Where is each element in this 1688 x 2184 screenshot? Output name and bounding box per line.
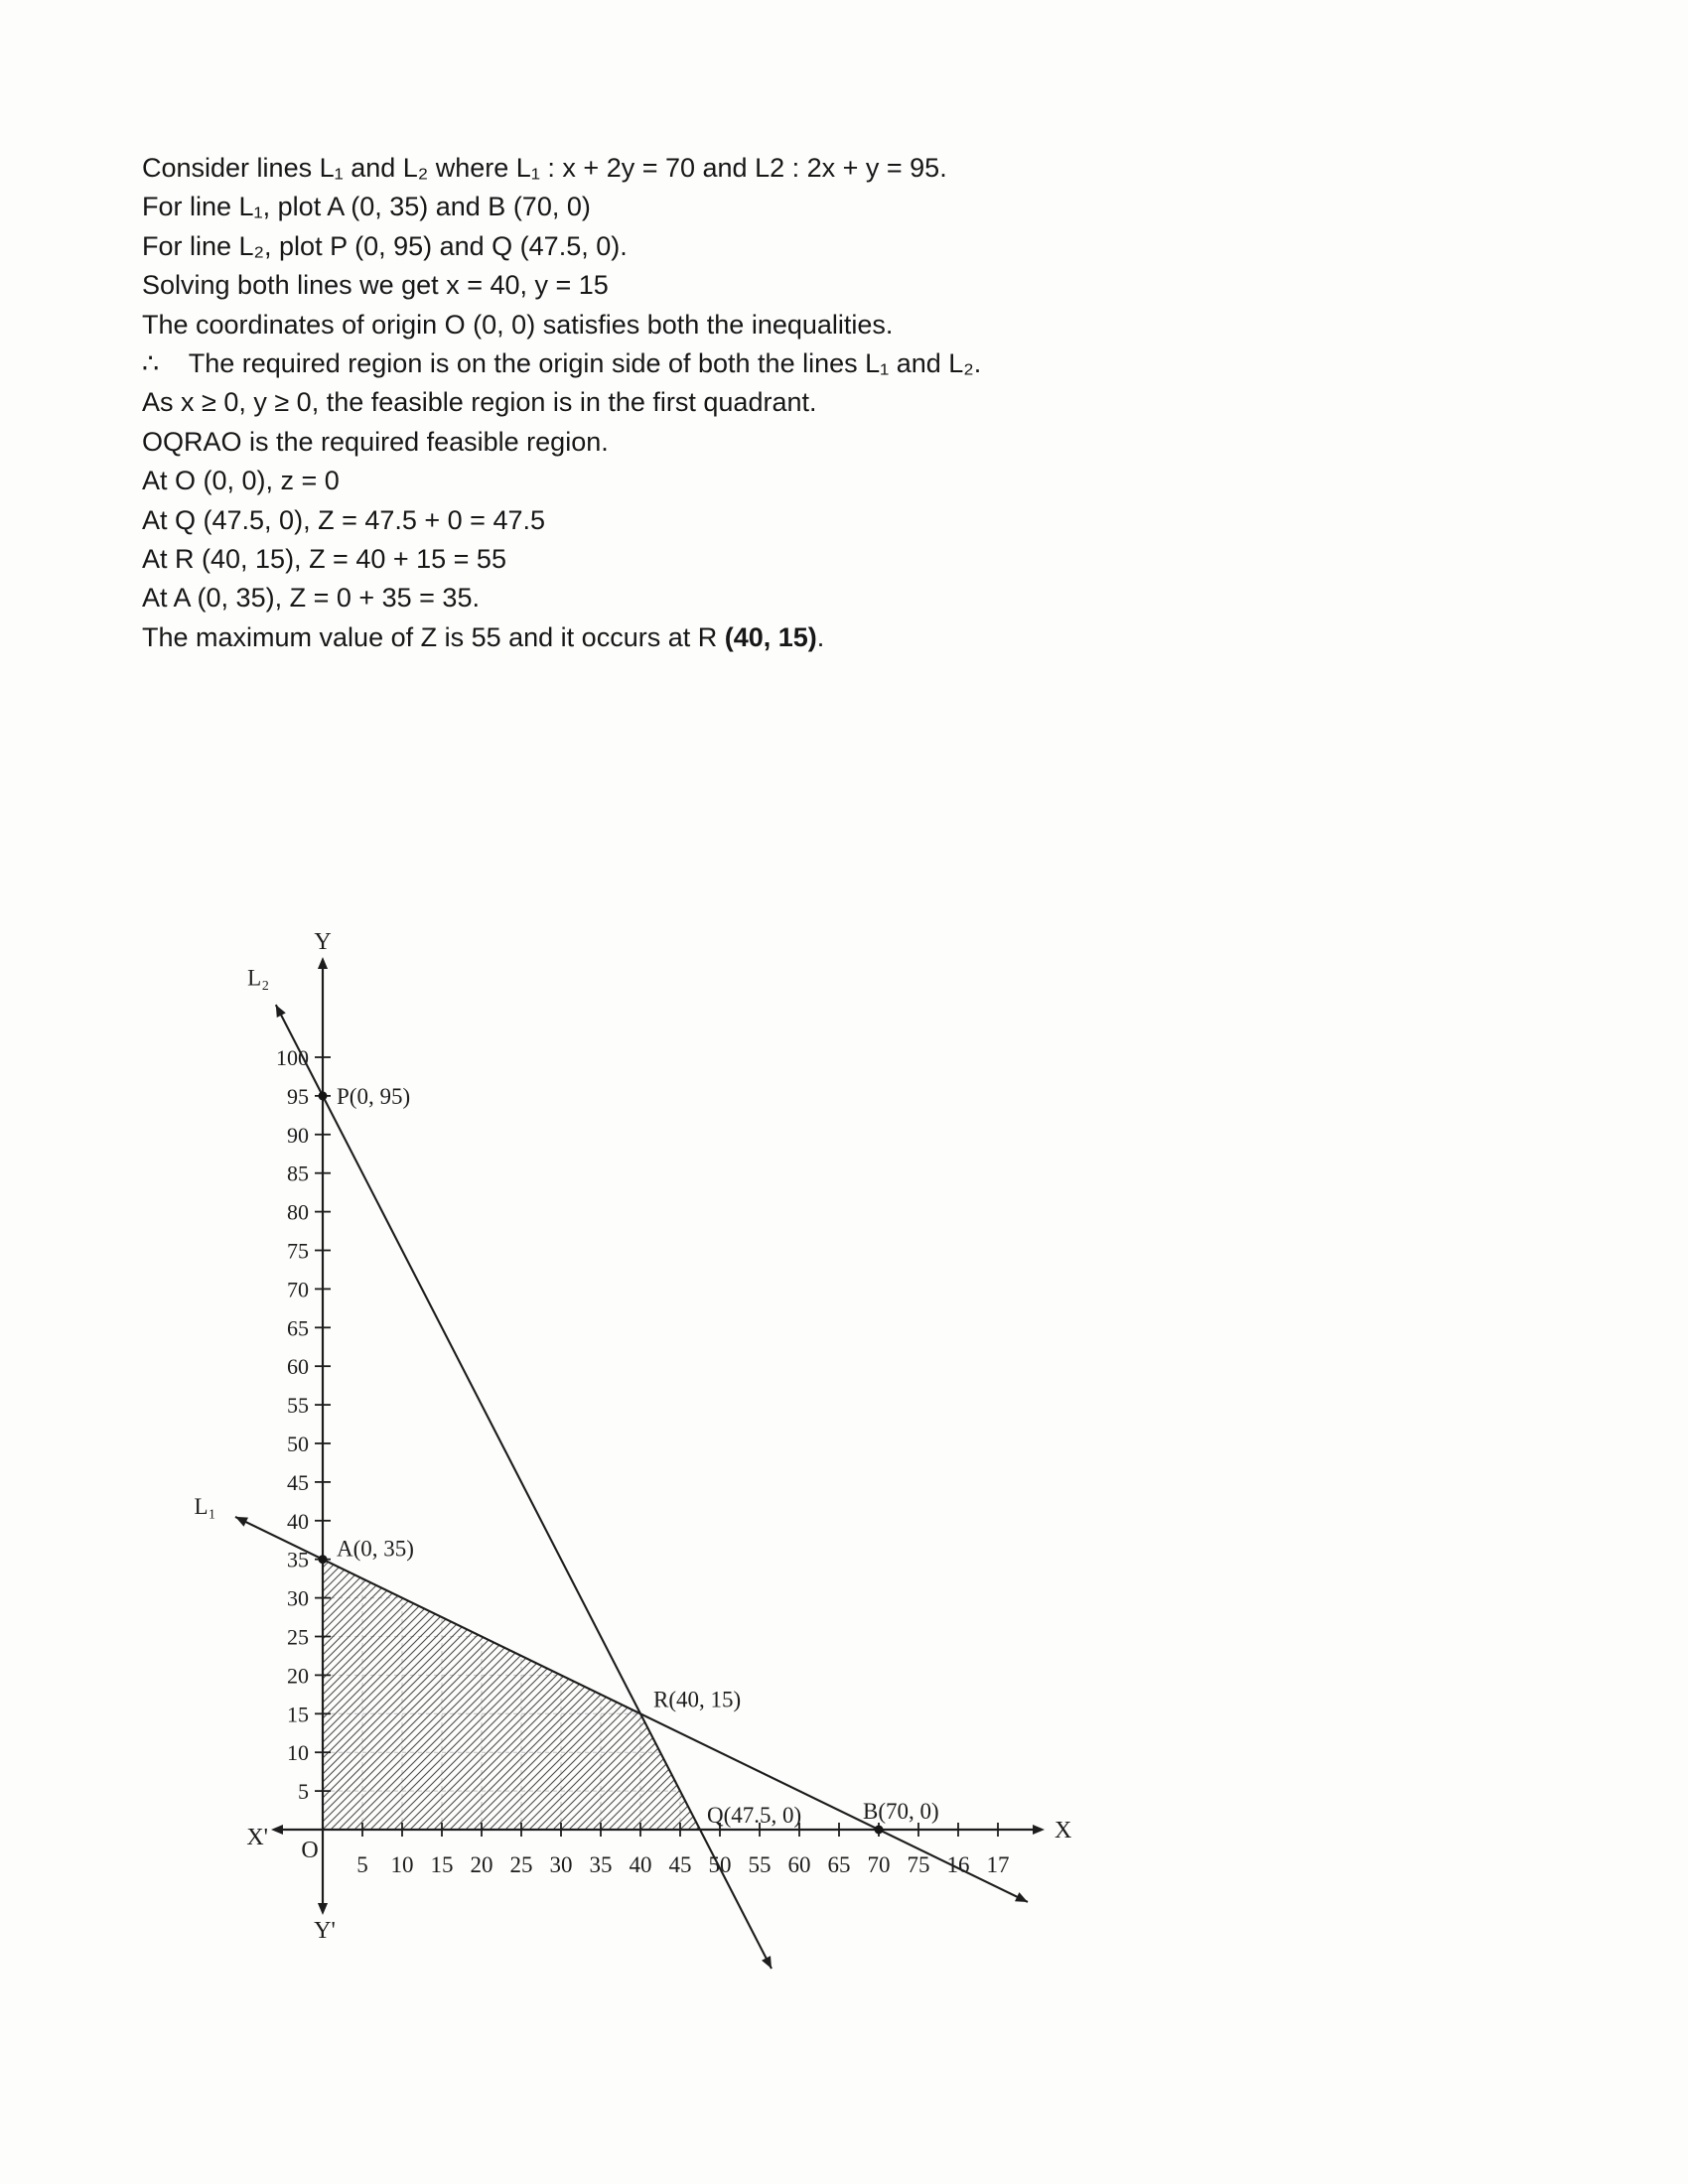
x-tick-label: 75 <box>907 1852 930 1877</box>
point-label: R(40, 15) <box>653 1687 742 1712</box>
text-line: At A (0, 35), Z = 0 + 35 = 35. <box>142 583 480 614</box>
text-line: For line L₂, plot P (0, 95) and Q (47.5, 0). <box>142 230 628 261</box>
x-tick-label: 65 <box>827 1852 851 1877</box>
y-axis-label: Y <box>314 929 332 955</box>
text-line: The coordinates of origin O (0, 0) satisfies both the inequalities. <box>142 309 894 340</box>
text-line: Consider lines L₁ and L₂ where L₁ : x + 2y = 70 and L2 : 2x + y = 95. <box>142 153 947 183</box>
x-negative-axis-label: X' <box>246 1825 268 1850</box>
point-label: A(0, 35) <box>337 1536 414 1562</box>
y-negative-axis-label: Y' <box>314 1918 336 1944</box>
y-tick-label: 50 <box>287 1432 309 1456</box>
y-tick-label: 100 <box>276 1045 309 1070</box>
point-label: P(0, 95) <box>337 1083 411 1109</box>
y-tick-label: 75 <box>287 1238 309 1264</box>
x-tick-label: 70 <box>867 1852 891 1877</box>
text-line: As x ≥ 0, y ≥ 0, the feasible region is in the first quadrant. <box>142 387 817 418</box>
point-label: B(70, 0) <box>863 1799 939 1824</box>
y-tick-label: 85 <box>287 1160 309 1186</box>
x-axis-arrow-left <box>271 1825 283 1835</box>
y-tick-label: 45 <box>287 1469 309 1495</box>
line-label-l2: L₂ <box>247 965 270 991</box>
y-tick-label: 90 <box>287 1122 309 1148</box>
y-tick-label: 65 <box>287 1315 309 1341</box>
y-tick-label: 10 <box>287 1740 309 1766</box>
text-line: At O (0, 0), z = 0 <box>142 466 340 496</box>
text-line: OQRAO is the required feasible region. <box>142 426 609 457</box>
conclusion-suffix: . <box>816 621 825 652</box>
y-tick-label: 95 <box>287 1083 309 1109</box>
x-tick-label: 60 <box>787 1852 811 1877</box>
y-tick-label: 25 <box>287 1624 309 1650</box>
x-axis-label: X <box>1055 1818 1072 1843</box>
x-tick-label: 15 <box>430 1852 454 1877</box>
x-tick-label: 45 <box>668 1852 692 1877</box>
y-tick-label: 80 <box>287 1199 309 1225</box>
feasible-region <box>323 1560 700 1830</box>
text-line: ∴ The required region is on the origin side of both the lines L₁ and L₂. <box>142 348 982 379</box>
point-dot <box>875 1826 884 1835</box>
x-tick-label: 20 <box>470 1852 493 1877</box>
x-tick-label: 35 <box>589 1852 613 1877</box>
text-line: At Q (47.5, 0), Z = 47.5 + 0 = 47.5 <box>142 504 545 535</box>
conclusion-prefix: The maximum value of Z is 55 and it occurs at R <box>142 621 725 652</box>
origin-label: O <box>301 1838 319 1863</box>
y-axis-arrow-down <box>318 1903 328 1915</box>
y-tick-label: 60 <box>287 1354 309 1380</box>
line-label-l1: L₁ <box>194 1493 216 1519</box>
y-tick-label: 5 <box>298 1779 309 1805</box>
x-axis-arrow-right <box>1033 1825 1045 1835</box>
point-dot <box>319 1555 328 1564</box>
y-tick-label: 70 <box>287 1277 309 1302</box>
y-tick-label: 20 <box>287 1663 309 1689</box>
x-tick-label: 10 <box>390 1852 414 1877</box>
y-tick-label: 15 <box>287 1702 309 1727</box>
x-tick-label: 25 <box>509 1852 533 1877</box>
y-tick-label: 30 <box>287 1585 309 1611</box>
x-tick-label: 55 <box>748 1852 772 1877</box>
y-tick-label: 35 <box>287 1547 309 1572</box>
y-tick-label: 55 <box>287 1393 309 1419</box>
text-line: At R (40, 15), Z = 40 + 15 = 55 <box>142 544 506 575</box>
x-tick-label: 5 <box>356 1852 368 1877</box>
text-line: Solving both lines we get x = 40, y = 15 <box>142 270 609 301</box>
text-line: For line L₁, plot A (0, 35) and B (70, 0) <box>142 192 591 222</box>
x-tick-label: 17 <box>986 1852 1010 1877</box>
y-tick-label: 40 <box>287 1508 309 1534</box>
x-tick-label: 50 <box>708 1852 732 1877</box>
point-dot <box>319 1091 328 1100</box>
x-tick-label: 16 <box>946 1852 970 1877</box>
point-label: Q(47.5, 0) <box>707 1803 802 1828</box>
x-tick-label: 40 <box>629 1852 652 1877</box>
y-axis-arrow-up <box>318 957 328 969</box>
x-tick-label: 30 <box>549 1852 573 1877</box>
conclusion-bold-point: (40, 15) <box>724 621 817 652</box>
